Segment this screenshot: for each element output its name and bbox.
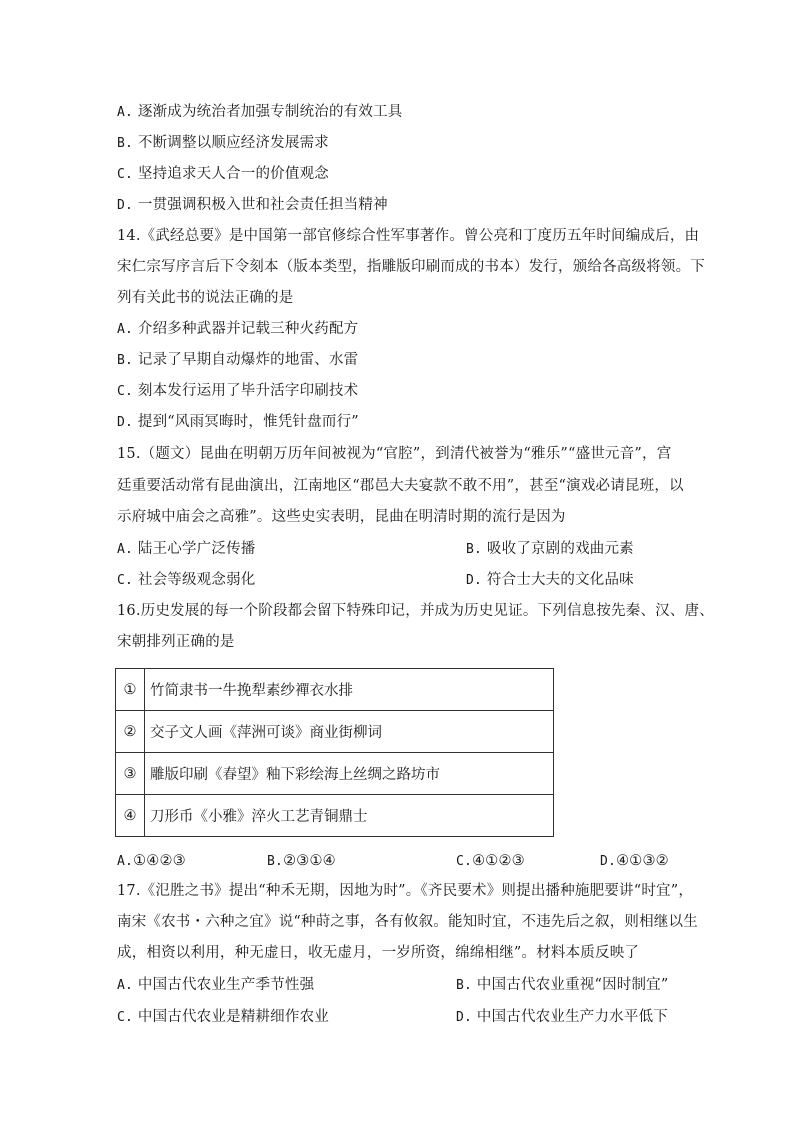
q17-option-d: D. 中国古代农业生产力水平低下 <box>456 1009 668 1025</box>
table-row <box>116 669 554 711</box>
q14-stem-line-3: 列有关此书的说法正确的是 <box>117 290 294 306</box>
row-text: 竹简隶书一牛挽犁素纱襌衣水排 <box>145 669 554 711</box>
q16-option-d: D.④①③② <box>600 853 669 869</box>
row-number: ③ <box>116 753 145 795</box>
q14-option-d: D. 提到“风雨冥晦时，惟凭针盘而行” <box>117 414 359 430</box>
row-text: 雕版印刷《春望》釉下彩绘海上丝绸之路坊市 <box>145 753 554 795</box>
table-row <box>116 753 554 795</box>
q15-stem-line-3: 示府城中庙会之高雅”。这些史实表明，昆曲在明清时期的流行是因为 <box>117 509 566 525</box>
q14-option-b: B. 记录了早期自动爆炸的地雷、水雷 <box>117 352 359 368</box>
q16-stem-line-1: 16.历史发展的每一个阶段都会留下特殊印记，并成为历史见证。下列信息按先秦、汉、唐、 <box>117 603 714 619</box>
q15-stem-line-2: 廷重要活动常有昆曲演出，江南地区“郡邑大夫宴款不敢不用”，甚至“演戏必请昆班，以 <box>117 478 684 494</box>
q16-stem-line-2: 宋朝排列正确的是 <box>117 634 235 650</box>
q17-option-c: C. 中国古代农业是精耕细作农业 <box>117 1009 329 1025</box>
q15-option-b: B. 吸收了京剧的戏曲元素 <box>466 541 634 557</box>
q17-stem-line-1: 17.《氾胜之书》提出“种禾无期，因地为时”。《齐民要术》则提出播种施肥要讲“时宜”， <box>117 883 694 899</box>
q16-option-b: B.②③①④ <box>267 853 336 869</box>
table-row <box>116 795 554 837</box>
row-text: 刀形币《小雅》淬火工艺青铜鼎士 <box>145 795 554 837</box>
q17-option-b: B. 中国古代农业重视“因时制宜” <box>456 977 669 993</box>
q15-option-c: C. 社会等级观念弱化 <box>117 572 256 588</box>
q14-stem-line-2: 宋仁宗写序言后下令刻本（版本类型，指雕版印刷而成的书本）发行，颁给各高级将领。下 <box>117 259 705 275</box>
q14-option-c: C. 刻本发行运用了毕升活字印刷技术 <box>117 383 359 399</box>
q17-stem-line-2: 南宋《农书・六种之宜》说“种莳之事，各有攸叙。能知时宜，不违先后之叙，则相继以生 <box>117 914 698 930</box>
q16-info-table <box>115 668 554 837</box>
q14-stem-line-1: 14.《武经总要》是中国第一部官修综合性军事著作。曾公亮和丁度历五年时间编成后，由 <box>117 228 700 244</box>
q17-stem-line-3: 成，相资以利用，种无虚日，收无虚月，一岁所资，绵绵相继”。材料本质反映了 <box>117 945 640 961</box>
q16-option-c: C.④①②③ <box>456 853 525 869</box>
q13-option-a: A. 逐渐成为统治者加强专制统治的有效工具 <box>117 104 403 120</box>
q15-option-a: A. 陆王心学广泛传播 <box>117 541 256 557</box>
q16-option-a: A.①④②③ <box>117 853 186 869</box>
q15-stem-line-1: 15.（题文）昆曲在明朝万历年间被视为“官腔”，到清代被誉为“雅乐”“盛世元音”，宫 <box>117 446 672 462</box>
row-number: ④ <box>116 795 145 837</box>
row-number: ② <box>116 711 145 753</box>
q13-option-d: D. 一贯强调积极入世和社会责任担当精神 <box>117 197 388 213</box>
q17-option-a: A. 中国古代农业生产季节性强 <box>117 977 315 993</box>
q13-option-b: B. 不断调整以顺应经济发展需求 <box>117 135 329 151</box>
q15-option-d: D. 符合士大夫的文化品味 <box>466 572 634 588</box>
table-row <box>116 711 554 753</box>
row-text: 交子文人画《萍洲可谈》商业街柳词 <box>145 711 554 753</box>
q14-option-a: A. 介绍多种武器并记载三种火药配方 <box>117 321 359 337</box>
q13-option-c: C. 坚持追求天人合一的价值观念 <box>117 166 329 182</box>
row-number: ① <box>116 669 145 711</box>
